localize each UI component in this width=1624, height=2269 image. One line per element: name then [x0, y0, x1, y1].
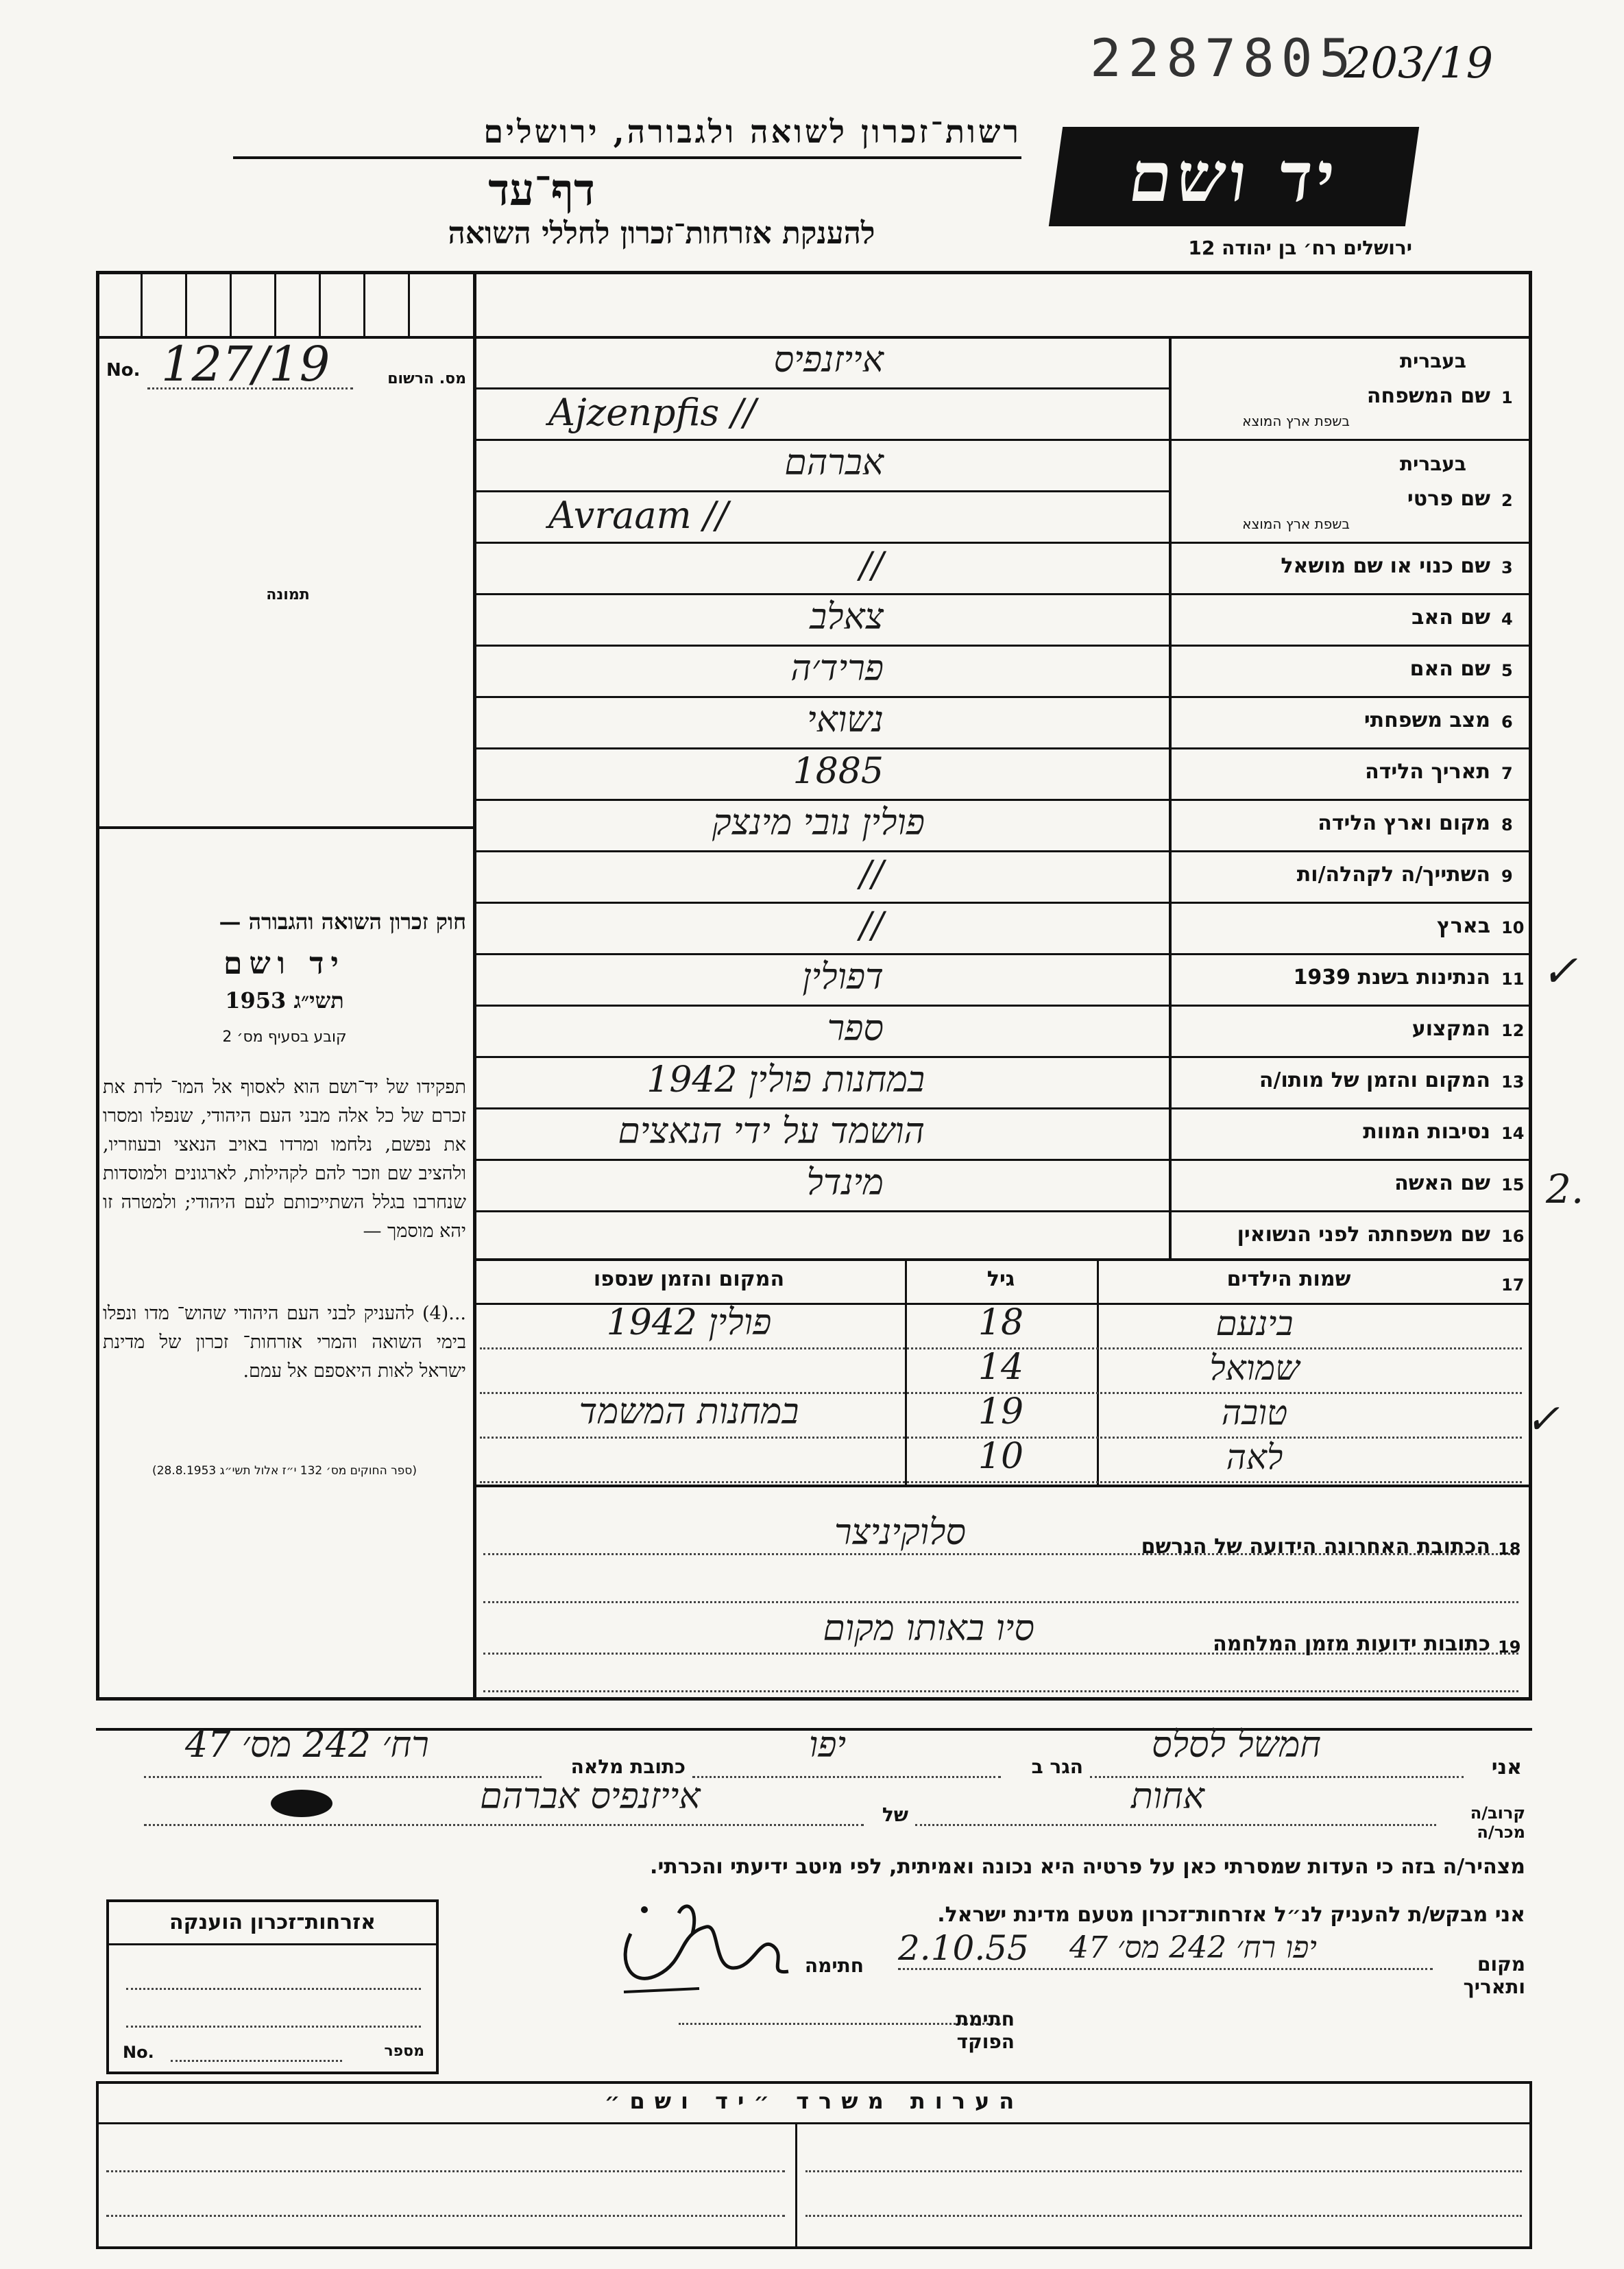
field-label: תאריך הלידה [1365, 760, 1490, 784]
field-label: מצב משפחתי [1364, 708, 1490, 732]
field-value: מינדל [806, 1162, 884, 1203]
yad-vashem-logo [1049, 127, 1419, 226]
officer-signature-label: חתימת הפוקד [956, 2008, 1015, 2053]
field-value: // [859, 905, 884, 946]
field-label: שם המשפחה [1366, 384, 1490, 408]
law-title: חוק זכרון השואה והגבורה — [219, 909, 466, 935]
child-age: 19 [978, 1391, 1024, 1432]
law-year: תשי״ג 1953 [225, 987, 344, 1013]
field-label: שם כנוי או שם מושאל [1281, 554, 1490, 578]
law-clause: קובע בסעיף מס׳ 2 [222, 1029, 347, 1046]
children-field-number: 17 [1501, 1275, 1525, 1295]
declaration-statement-1: מצהיר/ה בזה כי העדות שמסרתי כאן על פרטיה היא נכונה ואמיתית, לפי מיטב ידיעתי והכרתי. [650, 1855, 1525, 1879]
child-name: בינעם [1215, 1304, 1294, 1343]
i-value: חמשל לסלס [1152, 1725, 1322, 1766]
citizenship-number-label: מספר [384, 2043, 424, 2060]
field-number: 14 [1501, 1124, 1525, 1143]
child-age: 14 [978, 1347, 1024, 1388]
field-label: שם פרטי [1407, 487, 1490, 511]
i-label: אני [1491, 1755, 1522, 1779]
child-name: טובה [1221, 1393, 1288, 1432]
field-value: ספר [827, 1008, 884, 1049]
field-value: צאלב [810, 597, 884, 638]
field-label: הנתינות בשנת 1939 [1293, 965, 1490, 989]
signature [603, 1893, 802, 1995]
field18-value: סלוקיניצר [834, 1512, 966, 1553]
page-title: דף־עד [488, 165, 595, 216]
field-number: 11 [1501, 970, 1525, 989]
field18-number: 18 [1498, 1539, 1521, 1559]
law-source: (ספר החוקים מס׳ 132 י״ז אלול תשי״ג 28.8.1953) [152, 1464, 417, 1478]
field-label: שם משפחתה לפני הנשואין [1237, 1223, 1490, 1247]
field19-value: סיו באותו מקום [823, 1608, 1034, 1649]
field-label: מקום וארץ הלידה [1318, 811, 1490, 835]
field-number: 2 [1501, 491, 1513, 510]
field-number: 16 [1501, 1227, 1525, 1246]
children-col-age: גיל [986, 1267, 1015, 1291]
field-value: אברהם [784, 442, 884, 483]
law-text-clause-4: ...(4) להעניק לבני העם היהודי שהוש־ מדו ונפלו בימי השואה והמרי אזרחות־ זכרון של מדינת ישראל לאות היאספם אל עמם. [103, 1303, 466, 1382]
field-number: 13 [1501, 1072, 1525, 1092]
field-number: 10 [1501, 918, 1525, 937]
field-value: אייזנפיס [773, 339, 884, 381]
field-value-origin: Avraam // [548, 494, 729, 537]
field-label: בארץ [1436, 914, 1490, 938]
field-value: 1885 [792, 751, 884, 792]
field-label: השתייך/ה לקהלה/ות [1296, 863, 1490, 887]
children-col-place: המקום והזמן שנספו [593, 1267, 785, 1291]
field-value: הושמד על ידי הנאצים [618, 1111, 925, 1152]
margin-number-mark: 2. [1546, 1166, 1584, 1212]
logo-text: יד ושם [1124, 136, 1344, 217]
citizenship-title: אזרחות־זכרון הוענקה [169, 1910, 376, 1934]
relative-label: קרוב/ה מכר/ה [1470, 1803, 1525, 1842]
field-value: // [859, 854, 884, 895]
margin-check-mark: ✓ [1541, 946, 1578, 997]
field-sublabel-origin: בשפת ארץ המוצא [1242, 413, 1350, 429]
child-age: 18 [978, 1302, 1024, 1343]
field-label: שם האב [1411, 605, 1490, 629]
photo-label: תמונה [266, 586, 310, 603]
logo-address: ירושלים רח׳ בן יהודה 12 [1188, 237, 1412, 259]
field-number: 12 [1501, 1021, 1525, 1040]
field-number: 6 [1501, 712, 1513, 732]
field-value: // [859, 545, 884, 586]
field-value-origin: Ajzenpfis // [548, 391, 756, 434]
field-number: 15 [1501, 1175, 1525, 1194]
field-value: פריד׳ה [790, 648, 884, 689]
field-label: שם האשה [1394, 1171, 1490, 1195]
citizenship-no-prefix: No. [123, 2043, 154, 2062]
field-label: שם האם [1409, 657, 1490, 681]
margin-check-mark-2: ✓ [1525, 1395, 1560, 1443]
declaration-statement-2: אני מבקש/ת להעניק לנ״ל אזרחות־זכרון מטעם מדינת ישראל. [937, 1903, 1525, 1927]
field-value: פולין נובי מינצק [712, 802, 925, 843]
handwritten-reference: 203/19 [1344, 38, 1494, 88]
child-place: פולין 1942 [606, 1302, 772, 1343]
field-sublabel-origin: בשפת ארץ המוצא [1242, 516, 1350, 532]
remarks-title: הערות משרד ״יד ושם״ [604, 2088, 1024, 2114]
field19-number: 19 [1498, 1637, 1521, 1657]
field-number: 4 [1501, 610, 1513, 629]
resides-label: הגר ב [1031, 1755, 1083, 1778]
child-age: 10 [978, 1436, 1024, 1477]
child-name: שמואל [1209, 1348, 1300, 1388]
redaction-mark [271, 1790, 332, 1817]
signature-label: חתימה [804, 1954, 864, 1977]
child-place: במחנות המשמד [579, 1391, 799, 1432]
field-number: 9 [1501, 867, 1513, 886]
place-date-label: מקום ותאריך [1463, 1953, 1525, 1998]
place-date-value: יפו רח׳ 242 מס׳ 47 [1069, 1930, 1317, 1965]
of-value: אייזנפיס אברהם [480, 1776, 701, 1817]
field-number: 5 [1501, 661, 1513, 680]
date-value: 2.10.55 [898, 1928, 1029, 1968]
field-number: 3 [1501, 558, 1513, 577]
children-col-names: שמות הילדים [1226, 1267, 1351, 1291]
child-name: לאה [1226, 1437, 1283, 1477]
field19-label: כתובות ידועות מזמן המלחמה [1213, 1632, 1490, 1656]
registration-no-prefix: No. [106, 360, 141, 381]
field-label: נסיבות המוות [1363, 1120, 1490, 1144]
field-value: דפולין [802, 957, 884, 998]
archive-number: 2287805 [1090, 27, 1358, 88]
field18-label: הכתובת האחרונה הידועה של הנרשם [1141, 1535, 1490, 1559]
field-number: 7 [1501, 764, 1513, 783]
resides-value: יפו [809, 1725, 847, 1766]
field-label: המקצוע [1411, 1017, 1490, 1041]
field-sublabel-hebrew: בעברית [1399, 453, 1466, 475]
address-value: רח׳ 242 מס׳ 47 [185, 1725, 429, 1766]
law-name: יד ושם [223, 946, 346, 981]
law-text: תפקידו של יד־ושם הוא לאסוף אל המו־ לדת את זכרם של כל אלה מבני העם היהודי, שנפלו ומסרו את נפשם, נלחמו ומרדו באויב הנאצי ובעוזריו, ולהציב שם וזכר להם לקהילות, לארגונים ולמוסדות שנחרבו בגלל השתייכותם לעם היהודי; ולמטרה זו יהא מוסמך — [103, 1077, 466, 1242]
page-subtitle: להענקת אזרחות־זכרון לחללי השואה [448, 216, 875, 251]
field-label: המקום והזמן של מותו/ה [1259, 1068, 1490, 1092]
registration-value: 127/19 [161, 336, 330, 392]
field-value: נשואי [807, 699, 884, 741]
field-sublabel-hebrew: בעברית [1399, 350, 1466, 372]
of-label: של [882, 1803, 908, 1826]
organization-line: רשות־זכרון לשואה ולגבורה, ירושלים [483, 113, 1021, 150]
relative-value: אחות [1131, 1776, 1204, 1817]
field-number: 8 [1501, 815, 1513, 835]
address-label: כתובת מלאה [570, 1755, 686, 1778]
field-value: במחנות פולין 1942 [646, 1059, 925, 1101]
citizenship-box [106, 1899, 439, 2074]
field-number: 1 [1501, 388, 1513, 407]
registration-label: מס. הרשום [387, 370, 466, 387]
